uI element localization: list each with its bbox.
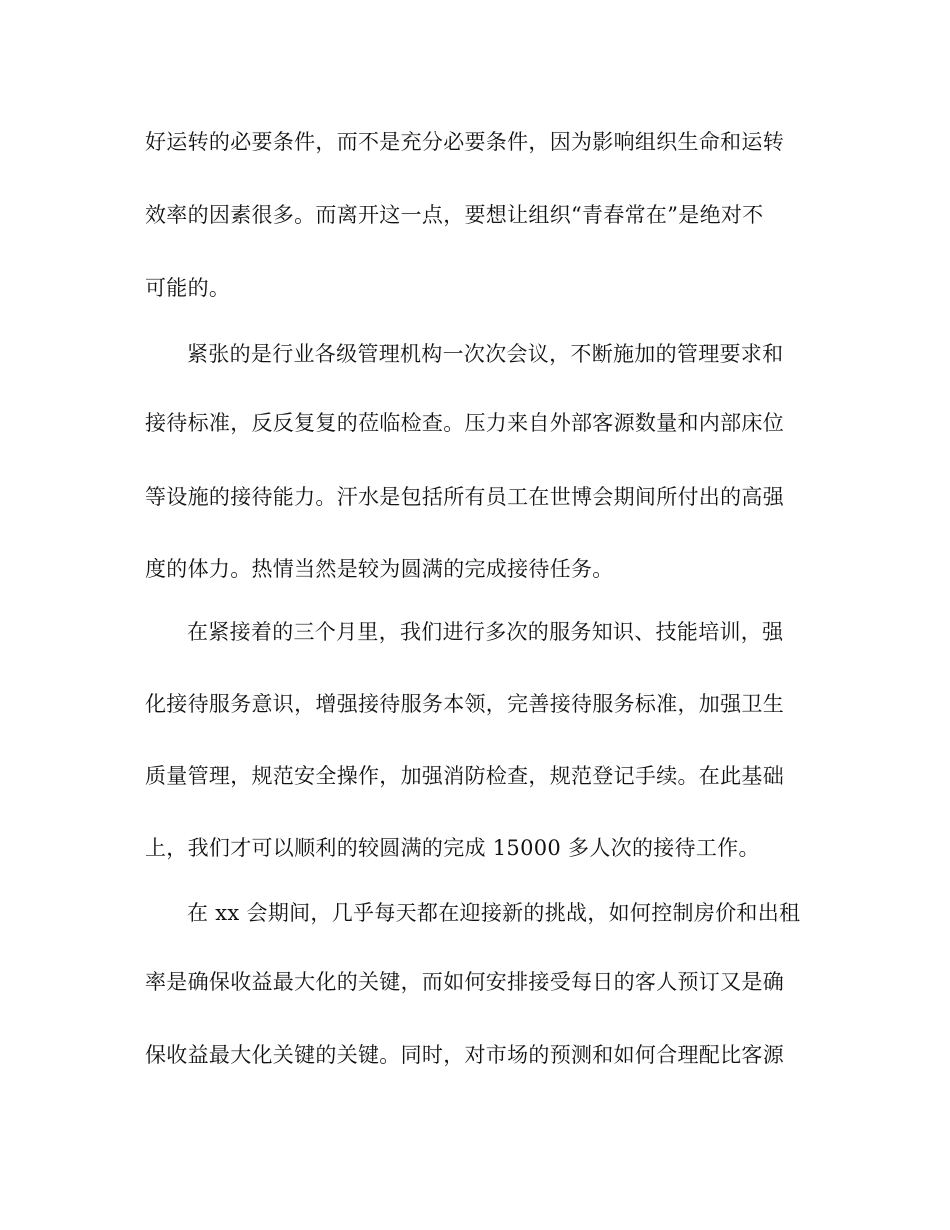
text-line-3: 可能的。 xyxy=(145,276,231,300)
text-line-12: 在 xx 会期间，几乎每天都在迎接新的挑战，如何控制房价和出租 xyxy=(187,901,801,925)
text-line-9: 化接待服务意识，增强接待服务本领，完善接待服务标准，加强卫生 xyxy=(145,692,784,716)
text-line-10: 质量管理，规范安全操作，加强消防检查，规范登记手续。在此基础 xyxy=(145,764,784,788)
text-line-13: 率是确保收益最大化的关键，而如何安排接受每日的客人预订又是确 xyxy=(145,970,784,994)
text-line-8: 在紧接着的三个月里，我们进行多次的服务知识、技能培训，强 xyxy=(187,620,784,644)
text-line-14: 保收益最大化关键的关键。同时，对市场的预测和如何合理配比客源 xyxy=(145,1043,784,1067)
text-line-11: 上，我们才可以顺利的较圆满的完成 15000 多人次的接待工作。 xyxy=(145,836,760,860)
text-line-1: 好运转的必要条件，而不是充分必要条件，因为影响组织生命和运转 xyxy=(145,130,784,154)
text-line-6: 等设施的接待能力。汗水是包括所有员工在世博会期间所付出的高强 xyxy=(145,485,784,509)
text-line-5: 接待标准，反反复复的莅临检查。压力来自外部客源数量和内部床位 xyxy=(145,411,784,435)
text-line-4: 紧张的是行业各级管理机构一次次会议，不断施加的管理要求和 xyxy=(187,342,784,366)
text-line-7: 度的体力。热情当然是较为圆满的完成接待任务。 xyxy=(145,557,614,581)
text-line-2: 效率的因素很多。而离开这一点，要想让组织“青春常在”是绝对不 xyxy=(145,203,764,227)
